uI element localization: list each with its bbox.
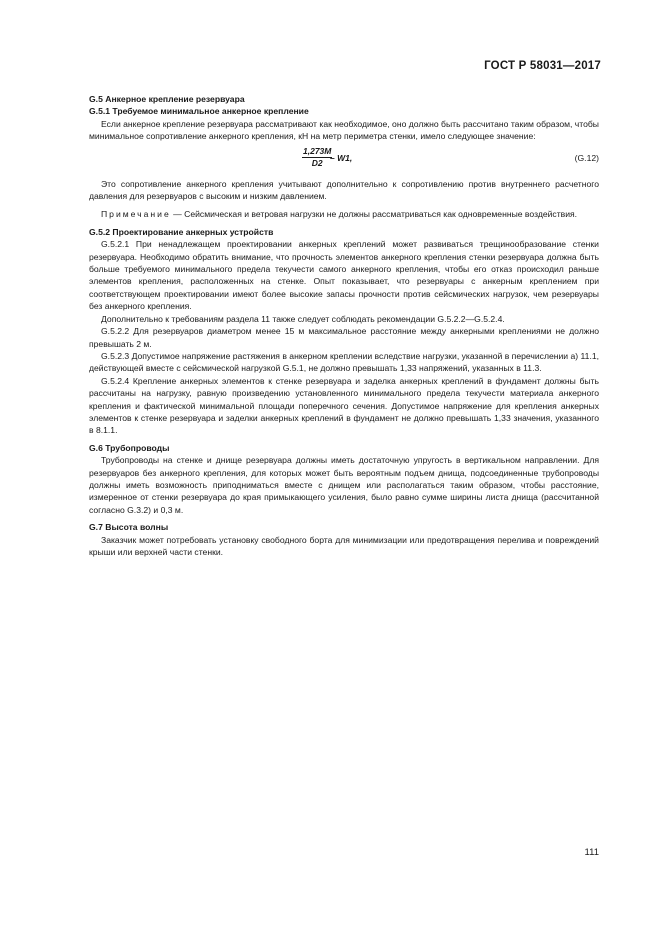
page-number: 111 (584, 847, 599, 858)
paragraph-g6: Трубопроводы на стенке и днище резервуара должны иметь достаточную упругость в вертикальном направлении. Для резервуаров без анкерного крепления, для которых может быть вероятным подъем днища, подсоединенные трубопроводы должны иметь возможность приподниматься вместе с днищем или располагаться таким образом, чтобы расстояние, измеренное от стенки резервуара до края примыкающего усиления, было равно сумме ширины листа днища (рассчитанной согласно G.3.2) и 0,3 м. (89, 455, 599, 515)
paragraph-g521: G.5.2.1 При ненадлежащем проектировании анкерных креплений может развиваться трещинообразование стенки резервуара. Необходимо обратить внимание, что прочность элементов анкерного крепления стенки резервуара должна быть больше требуемого минимального предела текучести самого анкерного крепления, чтобы его отказ происходил раньше элементов крепления, расположенных на стенке. Опыт показывает, что резервуары с анкерным креплением при соответствующем проектировании имеют более высокие запасы прочности против сейсмических нагрузок, чем резервуары без анкерного крепления. (89, 239, 599, 312)
formula-numerator: 1,273M (303, 145, 332, 156)
section-g52-title: G.5.2 Проектирование анкерных устройств (89, 226, 274, 237)
paragraph-g51-2: Это сопротивление анкерного крепления учитывают дополнительно к сопротивлению против внутреннего расчетного давления для резервуаров с высоким и низким давлением. (89, 178, 599, 202)
paragraph-g7: Заказчик может потребовать установку свободного борта для минимизации или предотвращения перелива и повреждений крыши или верхней части стенки. (89, 534, 599, 557)
page-content (89, 93, 599, 558)
formula-rest: – W1, (330, 152, 353, 163)
paragraph-g524: G.5.2.4 Крепление анкерных элементов к стенке резервуара и заделка анкерных креплений в фундамент должны быть рассчитаны на нагрузку, равную произведению установленного минимального предела текучести материала анкерного крепления и фактической минимальной площади поперечного сечения. Допустимое напряжение для крепления анкерных элементов к стенке резервуара и заделки анкерных креплений в фундамент не должно превышать 1,33 значения, указанного в 8.1.1. (89, 375, 599, 436)
section-g7-title: G.7 Высота волны (89, 522, 169, 533)
formula-denominator: D2 (311, 157, 323, 168)
note-label: Примечание (101, 209, 171, 220)
formula-fraction (302, 146, 332, 169)
formula-number: (G.12) (574, 152, 599, 163)
paragraph-g52-extra: Дополнительно к требованиям раздела 11 также следует соблюдать рекомендации G.5.2.2—G.5.2.4. (101, 313, 505, 324)
paragraph-g51-1: Если анкерное крепление резервуара рассматривают как необходимое, оно должно быть рассчитано таким образом, чтобы минимальное сопротивление анкерного крепления, кН на метр периметра стенки, имело следующее значение: (89, 118, 599, 142)
section-g51-title: G.5.1 Требуемое минимальное анкерное крепление (89, 106, 309, 117)
section-g5-title: G.5 Анкерное крепление резервуара (89, 94, 245, 104)
note-text: — Сейсмическая и ветровая нагрузки не должны рассматриваться как одновременные воздействия. (170, 209, 578, 220)
formula-g12 (89, 146, 599, 176)
section-g6-title: G.6 Трубопроводы (89, 442, 170, 453)
document-id: ГОСТ Р 58031—2017 (484, 60, 601, 72)
paragraph-g522: G.5.2.2 Для резервуаров диаметром менее 15 м максимальное расстояние между анкерными креплениями не должно превышать 2 м. (89, 326, 599, 349)
note (89, 208, 599, 220)
paragraph-g523: G.5.2.3 Допустимое напряжение растяжения в анкерном креплении вследствие нагрузки, указанной в перечислении а) 11.1, действующей вместе с сейсмической нагрузкой G.5.1, не должно превышать 1,33 напряжений, указанных в 11.3. (89, 350, 599, 374)
